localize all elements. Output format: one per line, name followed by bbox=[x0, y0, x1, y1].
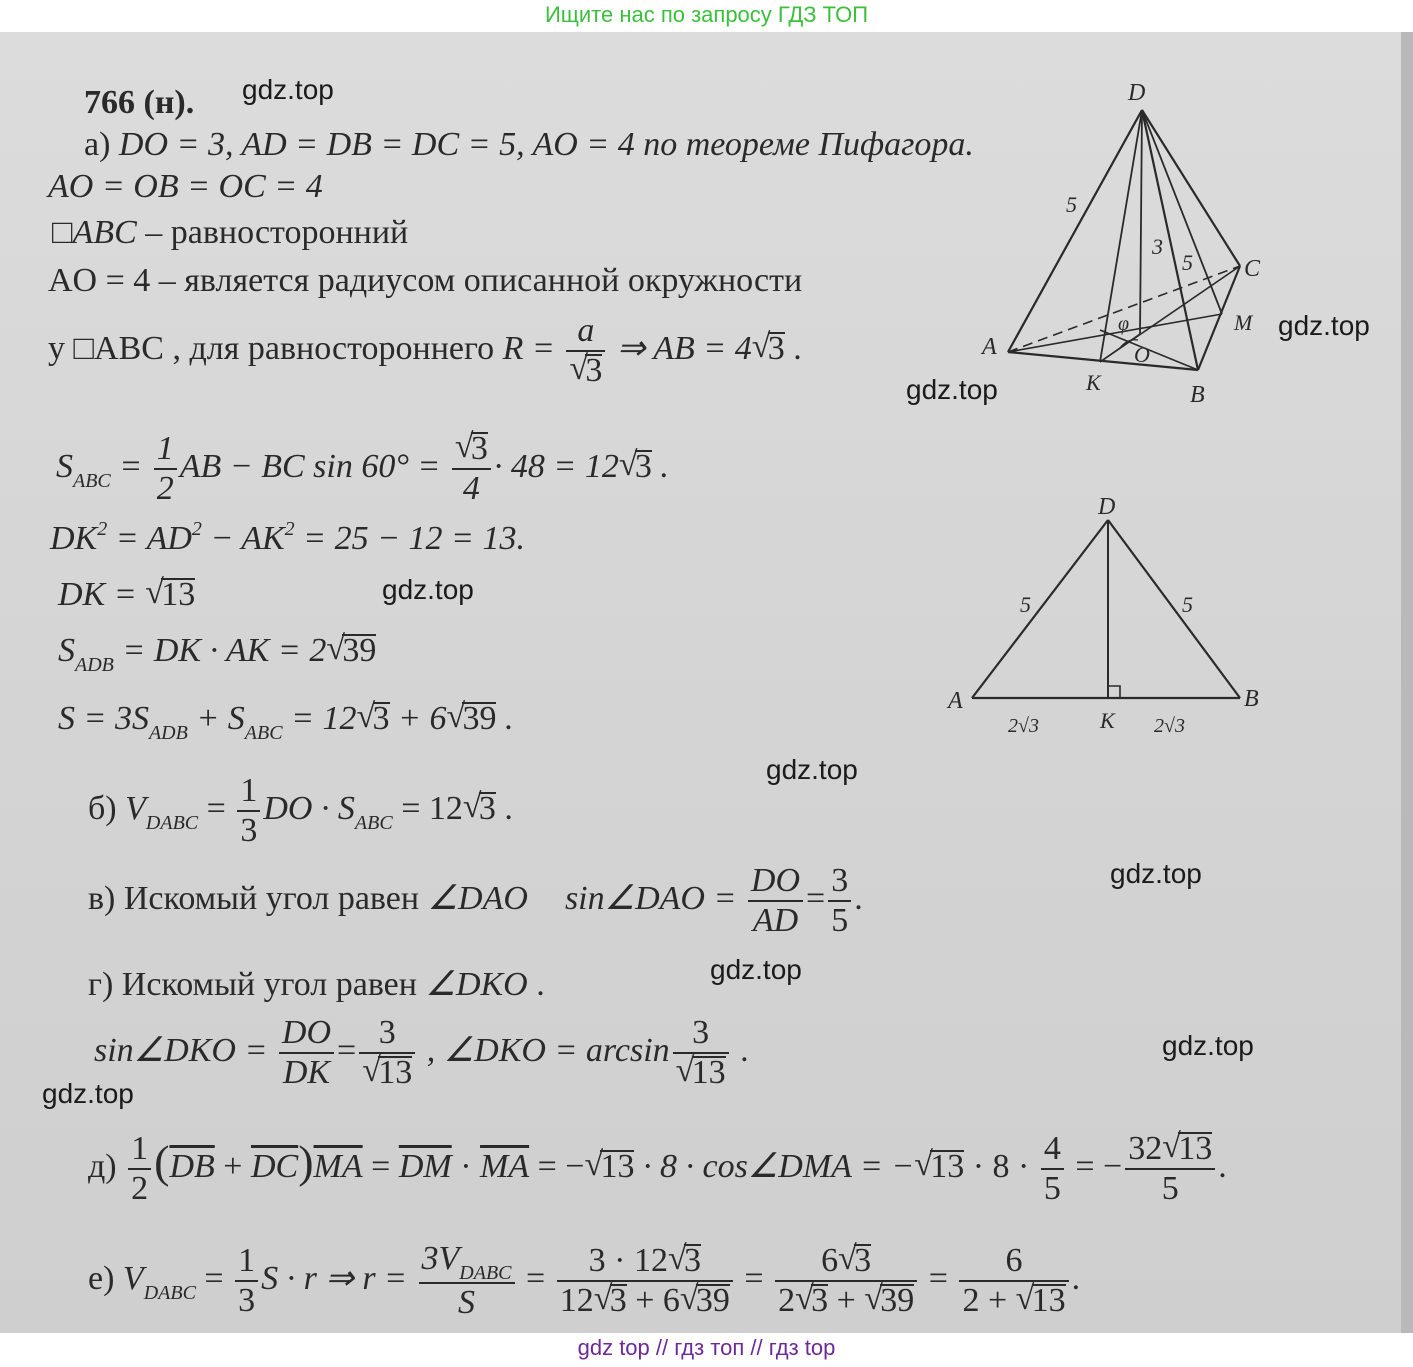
watermark: gdz.top bbox=[906, 374, 998, 405]
radius-fraction bbox=[566, 312, 605, 390]
dk-squared-line bbox=[50, 520, 525, 558]
s-abc-end: . bbox=[651, 447, 669, 485]
s-adb-sqrt: √ 39 bbox=[326, 632, 376, 670]
part-a-line bbox=[84, 126, 974, 164]
edge-ab bbox=[1008, 352, 1198, 370]
part-g-angle: ∠DKO bbox=[425, 966, 528, 1003]
watermark: gdz.top bbox=[1278, 310, 1370, 341]
dk2-exp-2: 2 bbox=[191, 518, 202, 540]
s-abc-half-den: 2 bbox=[156, 470, 174, 507]
label-m: M bbox=[1234, 310, 1253, 335]
label-phi: φ bbox=[1118, 313, 1130, 335]
label-b2: B bbox=[1244, 686, 1259, 712]
s-adb-lhs: S bbox=[58, 632, 75, 669]
part-v-fraction-do-ad bbox=[748, 862, 803, 940]
part-v-f2-den: 5 bbox=[831, 902, 849, 939]
radius-formula-line bbox=[48, 312, 802, 390]
part-d-open-paren: ( bbox=[154, 1135, 170, 1187]
part-d-fraction-result bbox=[1125, 1130, 1215, 1208]
part-g-fraction-3-sqrt13 bbox=[359, 1014, 415, 1092]
part-d-eq3: = − bbox=[1066, 1147, 1123, 1185]
s-abc-lhs: S bbox=[56, 447, 73, 485]
part-e-f4-den: 2 √ 3 + √ 39 bbox=[775, 1282, 917, 1320]
s-adb-sub: ADB bbox=[75, 654, 114, 676]
scan-edge bbox=[1401, 32, 1413, 1333]
watermark: gdz.top bbox=[242, 74, 334, 105]
watermark: gdz.top bbox=[1162, 1030, 1254, 1061]
s-abc-line bbox=[56, 430, 669, 508]
label-d: D bbox=[1128, 80, 1146, 106]
part-v-end: . bbox=[854, 879, 863, 917]
part-b-label: б) bbox=[88, 789, 117, 827]
s-total-sub2: ABC bbox=[244, 722, 283, 744]
part-e-sub: DABC bbox=[143, 1281, 196, 1304]
problem-number: 766 (н). bbox=[84, 84, 195, 121]
part-a-label: а) bbox=[84, 126, 111, 163]
radius-fraction-num: a bbox=[566, 312, 605, 352]
part-d-half-den: 2 bbox=[131, 1170, 149, 1207]
part-e-fraction-3 bbox=[557, 1242, 733, 1320]
label-o: O bbox=[1134, 342, 1150, 367]
vector-db: $\overline{DB}$ bbox=[169, 1147, 215, 1185]
label-c: C bbox=[1244, 256, 1261, 282]
ao-ob-oc-line: AO = OB = OC = 4 bbox=[48, 168, 323, 205]
part-b-tail: = 12 bbox=[392, 789, 463, 827]
s-abc-mid: AB − BC sin 60° = bbox=[179, 447, 449, 485]
part-g-f3-num: 3 bbox=[673, 1014, 729, 1054]
pyramid-figure bbox=[970, 70, 1290, 420]
part-g-text: г) Искомый угол равен bbox=[88, 966, 426, 1003]
s-total-sub1: ADB bbox=[148, 722, 188, 744]
label-side-left: 5 bbox=[1020, 592, 1031, 617]
part-d-eq2: = − bbox=[529, 1147, 585, 1185]
radius-fraction-den-sqrt: 3 bbox=[585, 352, 603, 389]
part-v-eq: = bbox=[806, 879, 826, 917]
part-d-end: . bbox=[1218, 1147, 1227, 1185]
part-g-end: . bbox=[527, 966, 545, 1003]
part-b-lhs: V bbox=[125, 789, 146, 827]
s-total-b: + S bbox=[187, 700, 245, 737]
part-g-f2-num: 3 bbox=[359, 1014, 415, 1054]
part-b-end: . bbox=[495, 789, 513, 827]
watermark: gdz.top bbox=[42, 1078, 134, 1109]
s-abc-fraction-sqrt3-4 bbox=[452, 430, 491, 508]
top-banner: Ищите нас по запросу ГДЗ ТОП bbox=[0, 0, 1413, 32]
s-total-e: . bbox=[496, 700, 514, 737]
label-edge-5a: 5 bbox=[1066, 192, 1077, 217]
part-b-fraction bbox=[237, 772, 260, 850]
watermark: gdz.top bbox=[766, 754, 858, 785]
part-d-line bbox=[88, 1130, 1227, 1208]
edge-db bbox=[1142, 110, 1198, 370]
label-d2: D bbox=[1098, 494, 1116, 520]
vector-dm: $\overline{DM}$ bbox=[398, 1147, 452, 1185]
part-b-sub: DABC bbox=[145, 811, 199, 834]
part-b-fraction-den: 3 bbox=[240, 812, 258, 849]
triangle-abc-label: □ABC bbox=[52, 214, 137, 251]
part-d-sqrt2: √ 13 bbox=[914, 1148, 964, 1186]
radius-fraction-den bbox=[566, 352, 605, 390]
label-k2: K bbox=[1100, 708, 1115, 733]
s-abc-fraction-half bbox=[154, 430, 177, 508]
height-do bbox=[1140, 110, 1142, 334]
part-v-fraction-3-5 bbox=[828, 862, 851, 940]
part-e-fraction-third bbox=[235, 1242, 258, 1320]
part-e-f1-num: 1 bbox=[235, 1242, 258, 1282]
dk-pre: DK = bbox=[58, 576, 146, 613]
part-g-f2-den: √ 13 bbox=[359, 1054, 415, 1092]
side-db bbox=[1108, 520, 1240, 698]
dk2-exp-1: 2 bbox=[97, 518, 108, 540]
part-d-half-num: 1 bbox=[128, 1130, 151, 1170]
part-e-fraction-5 bbox=[959, 1242, 1068, 1320]
part-v-line bbox=[88, 862, 863, 940]
part-b-fraction-num: 1 bbox=[237, 772, 260, 812]
label-side-right: 5 bbox=[1182, 592, 1193, 617]
part-g-formula-line bbox=[94, 1014, 749, 1092]
part-e-fraction-3v-s bbox=[419, 1240, 515, 1322]
part-e-f2-den: S bbox=[458, 1284, 476, 1321]
part-d-dot: · bbox=[451, 1147, 481, 1185]
bottom-banner: gdz top // гдз топ // гдз top bbox=[0, 1333, 1413, 1367]
part-g-f3-den: √ 13 bbox=[673, 1054, 729, 1092]
part-g-eq: = bbox=[337, 1031, 357, 1069]
equilateral-line bbox=[52, 214, 408, 252]
s-total-sqrt2: √ 39 bbox=[446, 700, 496, 738]
s-total-line bbox=[58, 700, 514, 744]
part-v-sin: sin∠DAO = bbox=[564, 879, 745, 917]
label-a2: A bbox=[948, 688, 963, 714]
dk2-exp-3: 2 bbox=[284, 518, 295, 540]
s-abc-sub: ABC bbox=[73, 469, 111, 492]
label-ak: 2√3 bbox=[1008, 715, 1039, 737]
part-d-fraction-4-5 bbox=[1041, 1130, 1064, 1208]
part-g-sin: sin∠DKO = bbox=[94, 1031, 276, 1069]
label-edge-3: 3 bbox=[1152, 234, 1163, 259]
part-e-f2-num: $3V_{DABC}$ bbox=[419, 1240, 515, 1284]
part-b-line bbox=[88, 772, 513, 850]
part-g-fraction-do-dk bbox=[279, 1014, 334, 1092]
part-g-fraction-arcsin bbox=[673, 1014, 729, 1092]
part-d-f2-den: 5 bbox=[1043, 1170, 1061, 1207]
s-total-d: + 6 bbox=[389, 700, 447, 737]
s-abc-sqrt3-den: 4 bbox=[462, 470, 480, 507]
radius-line: AO = 4 – является радиусом описанной окружности bbox=[48, 262, 803, 299]
label-kb: 2√3 bbox=[1154, 715, 1185, 737]
label-b: B bbox=[1190, 382, 1205, 408]
part-g-mid: , ∠DKO = arcsin bbox=[418, 1031, 670, 1069]
part-e-f3-num: 3 · 12 √ 3 bbox=[557, 1242, 733, 1282]
part-e-line: е) $V_{DABC}$ = $\frac{1}{3}$ S · r ⇒ r = $\frac{3V_{DABC}}{S}$ = $\frac{3 \cdot 12 √ 3}{12 √ 3 + 6 √ 39}$ = $\frac{6 √ 3}{2 √ 3 + √ 39}$ = $\frac{6}{2 + √ 13}$ . bbox=[88, 1240, 1080, 1322]
part-d-fraction-half bbox=[128, 1130, 151, 1208]
part-v-f1-den: AD bbox=[752, 902, 799, 939]
s-abc-eq: = bbox=[110, 447, 151, 485]
part-b-mid: DO · S bbox=[263, 789, 355, 827]
s-adb-mid: = DK · AK = 2 bbox=[113, 632, 327, 669]
part-v-angle: ∠DAO bbox=[427, 879, 528, 917]
part-e-f5-num: 6 bbox=[959, 1242, 1068, 1282]
part-e-lhs: V bbox=[122, 1259, 144, 1297]
dk2-part-a: DK bbox=[50, 520, 98, 557]
part-e-mid: S · r ⇒ r = bbox=[261, 1259, 416, 1297]
vector-ma: $\overline{MA}$ bbox=[313, 1147, 363, 1185]
part-e-eq: = bbox=[195, 1259, 233, 1297]
part-e-fraction-4 bbox=[775, 1242, 917, 1320]
radius-formula-pre: у □ABC , для равностороннего bbox=[48, 329, 495, 367]
watermark: gdz.top bbox=[710, 954, 802, 985]
part-d-label: д) bbox=[88, 1147, 117, 1185]
dk2-part-b: = AD bbox=[107, 520, 192, 557]
label-a: A bbox=[982, 334, 997, 360]
s-total-c: = 12 bbox=[282, 700, 357, 737]
label-k: K bbox=[1086, 370, 1101, 395]
dk-line bbox=[58, 576, 195, 614]
part-d-plus: + bbox=[214, 1147, 251, 1185]
part-e-end: . bbox=[1071, 1259, 1081, 1297]
part-d-mid2: · 8 · bbox=[964, 1147, 1038, 1185]
part-g-f1-den: DK bbox=[282, 1054, 331, 1091]
part-d-f2-num: 4 bbox=[1041, 1130, 1064, 1170]
s-abc-half-num: 1 bbox=[154, 430, 177, 470]
part-d-sqrt1: √ 13 bbox=[584, 1148, 634, 1186]
radius-formula-sqrt: √ 3 bbox=[752, 330, 785, 368]
part-v-text: в) Искомый угол равен bbox=[88, 879, 428, 917]
apothem-dm bbox=[1142, 110, 1222, 314]
part-b-sub2: ABC bbox=[354, 811, 393, 834]
part-e-f4-num: 6 √ 3 bbox=[775, 1242, 917, 1282]
dk2-part-d: = 25 − 12 = 13. bbox=[294, 520, 526, 557]
side-da bbox=[972, 520, 1108, 698]
s-total-sqrt1: √ 3 bbox=[357, 700, 390, 738]
label-edge-5b: 5 bbox=[1182, 250, 1193, 275]
watermark: gdz.top bbox=[1110, 858, 1202, 889]
part-g-end-dot: . bbox=[731, 1031, 749, 1069]
part-v-f2-num: 3 bbox=[828, 862, 851, 902]
dk2-part-c: − AK bbox=[201, 520, 285, 557]
triangle-adb-figure bbox=[944, 490, 1284, 750]
radius-formula-post: ⇒ AB = 4 bbox=[616, 329, 752, 367]
s-abc-tail-sqrt: √ 3 bbox=[619, 448, 652, 486]
part-g-line bbox=[88, 964, 545, 1004]
s-abc-sqrt3-num: √ 3 bbox=[452, 430, 491, 470]
s-adb-line bbox=[58, 632, 377, 676]
vector-dc: $\overline{DC}$ bbox=[250, 1147, 299, 1185]
radius-formula-end: . bbox=[793, 329, 802, 367]
watermark: gdz.top bbox=[382, 574, 474, 605]
part-d-mid: · 8 · cos∠DMA = − bbox=[634, 1147, 915, 1185]
part-b-sqrt: √ 3 bbox=[463, 790, 496, 828]
part-d-f3-den: 5 bbox=[1161, 1170, 1179, 1207]
vector-ma-2: $\overline{MA}$ bbox=[480, 1147, 530, 1185]
right-angle-mark bbox=[1108, 686, 1120, 698]
part-e-f5-den: 2 + √ 13 bbox=[959, 1282, 1068, 1320]
equilateral-text: – равносторонний bbox=[136, 214, 409, 251]
part-e-f3-den: 12 √ 3 + 6 √ 39 bbox=[557, 1282, 733, 1320]
part-d-close-paren: ) bbox=[298, 1135, 314, 1187]
part-d-f3-num: 32 √ 13 bbox=[1125, 1130, 1215, 1170]
part-e-f1-den: 3 bbox=[238, 1282, 256, 1319]
part-g-f1-num: DO bbox=[279, 1014, 334, 1054]
radius-formula-r: R = bbox=[502, 329, 555, 367]
part-b-eq: = bbox=[198, 789, 235, 827]
part-e-label: е) bbox=[88, 1259, 115, 1297]
dk-sqrt: √ 13 bbox=[145, 576, 195, 614]
part-d-eq1: = bbox=[362, 1147, 399, 1185]
s-total-a: S = 3S bbox=[58, 700, 149, 737]
part-a-text: DO = 3, AD = DB = DC = 5, AO = 4 по теореме Пифагора. bbox=[118, 126, 974, 163]
s-abc-tail: · 48 = 12 bbox=[493, 447, 619, 485]
part-v-f1-num: DO bbox=[748, 862, 803, 902]
